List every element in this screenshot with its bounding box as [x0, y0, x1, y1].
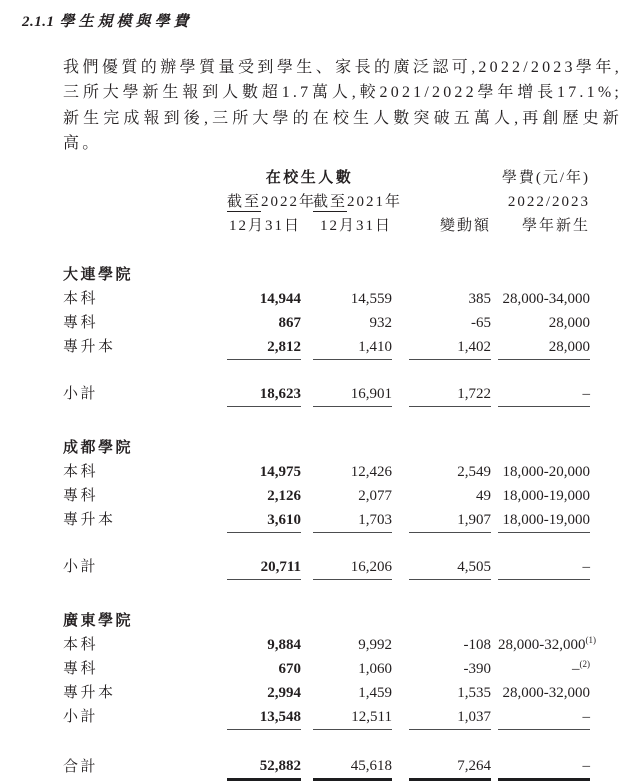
heading-number: 2.1.1 — [22, 14, 55, 30]
enrollment-2021: 1,703 — [313, 508, 392, 532]
row-label: 專升本 — [63, 339, 116, 356]
spacer-row — [63, 238, 590, 263]
subtotal-row — [63, 555, 590, 579]
row-label: 本科 — [63, 291, 99, 308]
asof-underline: 截至 — [227, 194, 262, 211]
spacer-row — [63, 579, 590, 609]
subtotal-row — [63, 382, 590, 406]
document-page — [0, 12, 640, 776]
enrollment-2022: 13,548 — [227, 705, 301, 729]
change-amount: -65 — [471, 315, 491, 332]
table-row — [63, 287, 590, 311]
intro-paragraph: 我們優質的辦學質量受到學生、家長的廣泛認可,2022/2023學年,三所大學新生報到人數超1.7萬人,較2021/2022學年增長17.1%;新生完成報到後,三所大學的在校生人數突破五萬人,再創歷史新高。 — [63, 59, 622, 152]
change-amount: 4,505 — [409, 555, 491, 579]
row-label: 合計 — [63, 759, 99, 776]
enrollment-2021: 12,511 — [313, 705, 392, 729]
enrollment-2022: 14,975 — [259, 464, 301, 481]
change-amount: 2,549 — [457, 464, 491, 481]
spacer-row — [63, 406, 590, 436]
table-row — [63, 681, 590, 705]
tuition-fee: – — [498, 382, 590, 406]
tuition-fee: – — [498, 755, 590, 779]
enrollment-2021: 12,426 — [350, 464, 392, 481]
tuition-fee: – — [498, 705, 590, 729]
change-amount: 1,535 — [457, 685, 491, 702]
table-row — [63, 484, 590, 508]
header-asof-2022: 截至2022年 — [227, 194, 317, 211]
enrollment-2022: 52,882 — [227, 755, 301, 779]
section-name: 大連學院 — [63, 267, 134, 284]
header-asof-2021: 截至2021年 — [313, 194, 403, 211]
row-label: 本科 — [63, 464, 99, 481]
change-amount: 49 — [476, 488, 491, 505]
heading-text: 學生規模與學費 — [59, 14, 193, 30]
enrollment-2022: 670 — [278, 661, 301, 678]
enrollment-2021: 1,459 — [358, 685, 392, 702]
tuition-fee: 18,000-19,000 — [502, 488, 590, 505]
header-fee-title: 學費(元/年) — [501, 170, 590, 187]
section-name-row — [63, 609, 590, 633]
table-row — [63, 311, 590, 335]
row-label: 專科 — [63, 661, 99, 678]
header-enrollment-group: 在校生人數 — [265, 170, 354, 187]
header-fee-year: 2022/2023 — [507, 194, 590, 211]
row-label: 小計 — [63, 559, 99, 576]
header-change: 變動額 — [439, 218, 491, 235]
change-amount: 1,722 — [409, 382, 491, 406]
asof-underline: 截至 — [313, 194, 348, 211]
row-label: 專科 — [63, 488, 99, 505]
subtotal-row — [63, 705, 590, 729]
footnote-ref: (2) — [579, 659, 590, 670]
enrollment-2022: 18,623 — [227, 382, 301, 406]
section-name: 成都學院 — [63, 440, 134, 457]
enrollment-2022: 2,126 — [267, 488, 301, 505]
section-name-row — [63, 263, 590, 287]
tuition-fee: 28,000 — [498, 335, 590, 359]
grand-total-row — [63, 755, 590, 779]
section-name-row — [63, 436, 590, 460]
header-date-2022: 12月31日 — [228, 218, 301, 235]
change-amount: -390 — [463, 661, 491, 678]
tuition-fee: –$^{(2)}$ — [572, 659, 590, 678]
row-label: 本科 — [63, 637, 99, 654]
table-row — [63, 335, 590, 359]
row-label: 小計 — [63, 709, 99, 726]
header-date-2021: 12月31日 — [319, 218, 392, 235]
tuition-fee: 28,000-32,000$^{(1)}$ — [498, 635, 596, 654]
footnote-ref: (1) — [585, 635, 596, 646]
enrollment-2021: 45,618 — [313, 755, 392, 779]
enrollment-2021: 14,559 — [350, 291, 392, 308]
table-header-row — [63, 190, 590, 214]
section-heading — [22, 12, 640, 32]
row-label: 專科 — [63, 315, 99, 332]
row-label: 專升本 — [63, 512, 116, 529]
table-header-row — [63, 166, 590, 190]
enrollment-2021: 16,901 — [313, 382, 392, 406]
enrollment-table — [63, 166, 596, 781]
header-fee-newstudents: 學年新生 — [521, 218, 590, 235]
table-row — [63, 460, 590, 484]
enrollment-2022: 2,812 — [227, 335, 301, 359]
row-label: 小計 — [63, 386, 99, 403]
section-name: 廣東學院 — [63, 613, 134, 630]
row-label: 專升本 — [63, 685, 116, 702]
enrollment-2021: 2,077 — [358, 488, 392, 505]
tuition-fee: 18,000-20,000 — [502, 464, 590, 481]
change-amount: -108 — [463, 637, 491, 654]
enrollment-2021: 16,206 — [313, 555, 392, 579]
enrollment-2022: 20,711 — [227, 555, 301, 579]
table-row — [63, 508, 590, 532]
tuition-fee: 28,000 — [548, 315, 590, 332]
tuition-fee: 18,000-19,000 — [498, 508, 590, 532]
enrollment-2021: 9,992 — [358, 637, 392, 654]
spacer-row — [63, 359, 590, 382]
spacer-row — [63, 729, 590, 755]
enrollment-2022: 2,994 — [267, 685, 301, 702]
enrollment-2021: 1,060 — [358, 661, 392, 678]
tuition-fee: – — [498, 555, 590, 579]
change-amount: 7,264 — [409, 755, 491, 779]
tuition-fee: 28,000-32,000 — [502, 685, 590, 702]
enrollment-2022: 9,884 — [267, 637, 301, 654]
spacer-row — [63, 532, 590, 555]
change-amount: 1,402 — [409, 335, 491, 359]
enrollment-2022: 867 — [278, 315, 301, 332]
table-row — [63, 633, 590, 657]
enrollment-2022: 3,610 — [227, 508, 301, 532]
table-header-row — [63, 214, 590, 238]
change-amount: 385 — [468, 291, 491, 308]
tuition-fee: 28,000-34,000 — [502, 291, 590, 308]
change-amount: 1,037 — [409, 705, 491, 729]
change-amount: 1,907 — [409, 508, 491, 532]
enrollment-2021: 1,410 — [313, 335, 392, 359]
enrollment-2022: 14,944 — [259, 291, 301, 308]
enrollment-2021: 932 — [369, 315, 392, 332]
table-row — [63, 657, 590, 681]
